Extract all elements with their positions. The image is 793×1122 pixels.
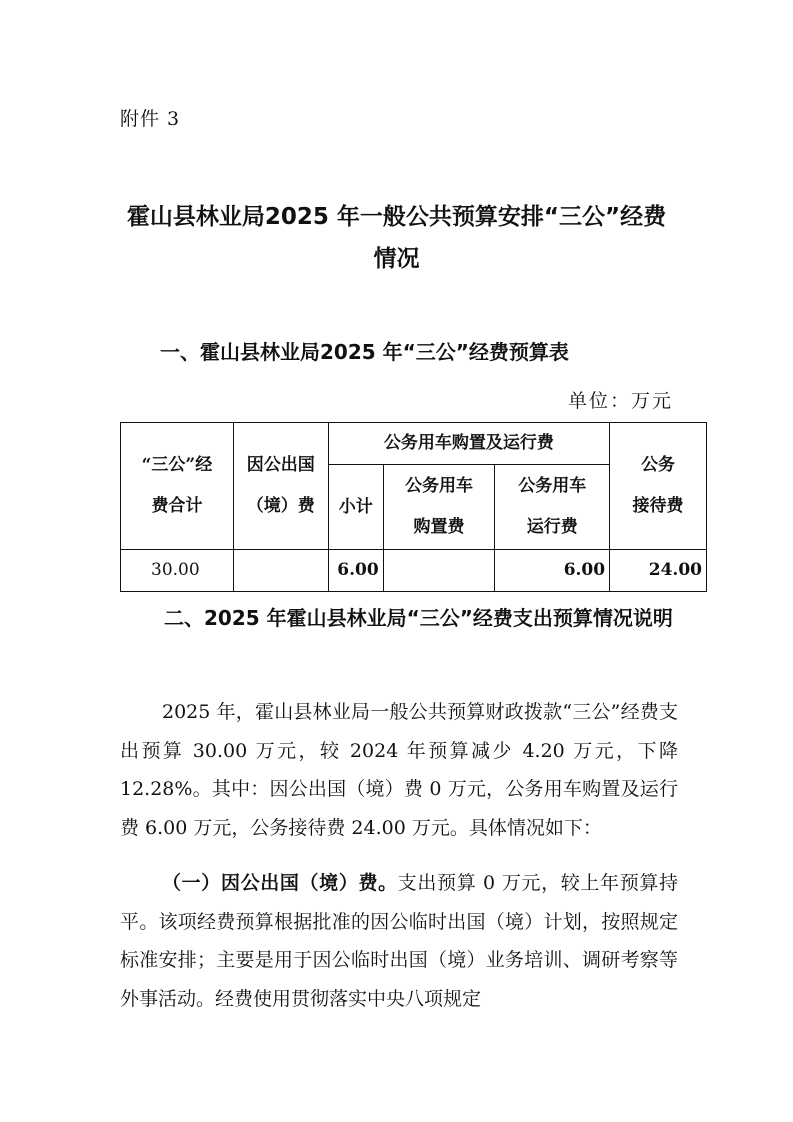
header-reception-line2: 接待费: [632, 496, 684, 516]
header-abroad-line2: （境）费: [246, 496, 315, 516]
paragraph-abroad: [120, 864, 678, 1018]
budget-table: [120, 422, 707, 592]
cell-purchase: [383, 550, 495, 592]
section1-heading: 一、霍山县林业局2025 年“三公”经费预算表: [160, 340, 569, 364]
document-title-line2: 情况: [373, 246, 420, 272]
cell-subtotal: 6.00: [328, 550, 383, 592]
cell-abroad: [233, 550, 328, 592]
header-purchase-line1: 公务用车: [405, 476, 474, 496]
header-vehicle: 公务用车购置及运行费: [328, 423, 609, 465]
cell-operation: 6.00: [495, 550, 610, 592]
header-abroad-line1: 因公出国: [246, 455, 315, 475]
header-operation-line1: 公务用车: [518, 476, 587, 496]
header-reception: [610, 423, 707, 550]
attachment-label: 附件 3: [120, 108, 181, 130]
unit-label: 单位：万元: [567, 390, 673, 412]
table-row: [121, 550, 707, 592]
paragraph-abroad-body: 支出预算 0 万元，较上年预算持平。该项经费预算根据批准的因公临时出国（境）计划，按照规定标准安排；主要是用于因公临时出国（境）业务培训、调研考察等外事活动。经费使用贯彻落实中央八项规定: [120, 872, 678, 1010]
header-operation-line2: 运行费: [526, 517, 578, 537]
section2-heading: 二、2025 年霍山县林业局“三公”经费支出预算情况说明: [164, 606, 673, 630]
header-subtotal: 小计: [328, 465, 383, 550]
paragraph-summary: 2025 年，霍山县林业局一般公共预算财政拨款“三公”经费支出预算 30.00 万元，较 2024 年预算减少 4.20 万元，下降 12.28%。其中：因公出国（境）费 0 万元，公务用车购置及运行费 6.00 万元，公务接待费 24.00 万元。具体情况如下：: [120, 701, 678, 839]
header-purchase: [383, 465, 495, 550]
header-operation: [495, 465, 610, 550]
cell-total: 30.00: [121, 550, 234, 592]
header-reception-line1: 公务: [641, 455, 676, 475]
document-title-line1: 霍山县林业局2025 年一般公共预算安排“三公”经费: [126, 204, 667, 230]
header-purchase-line2: 购置费: [413, 517, 465, 537]
header-abroad: [233, 423, 328, 550]
header-total-line1: “三公”经: [141, 455, 213, 475]
paragraph-abroad-lead: （一）因公出国（境）费。: [162, 872, 398, 894]
cell-reception: 24.00: [610, 550, 707, 592]
header-total-line2: 费合计: [151, 496, 203, 516]
header-total: [121, 423, 234, 550]
